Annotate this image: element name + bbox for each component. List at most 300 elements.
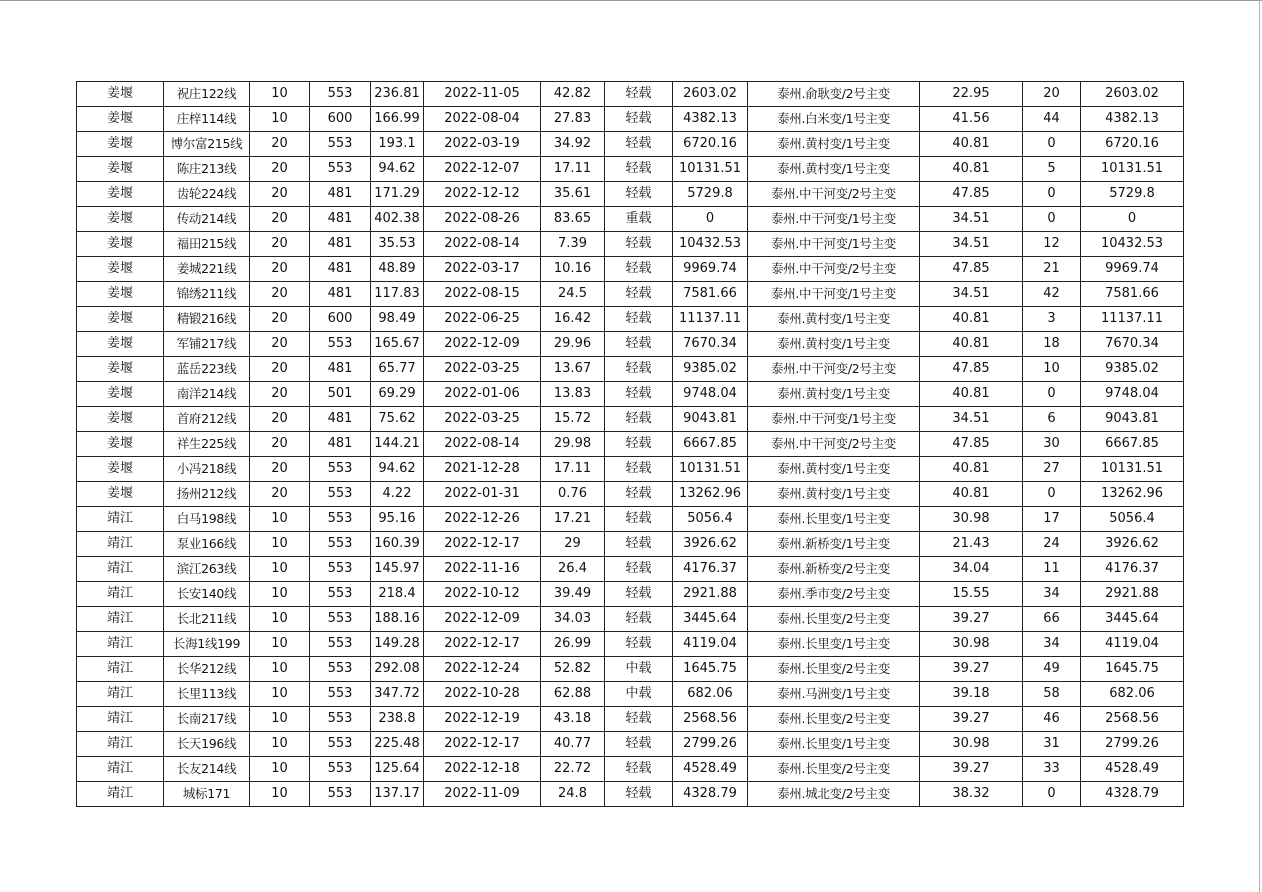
cell-capacity-margin: 2603.02 xyxy=(1081,82,1184,107)
cell-conductor-type: 600 xyxy=(310,307,371,332)
table-body xyxy=(77,82,1184,807)
cell-voltage-kv: 10 xyxy=(250,707,310,732)
cell-voltage-kv: 10 xyxy=(250,732,310,757)
table-row xyxy=(77,482,1184,507)
cell-voltage-kv: 20 xyxy=(250,232,310,257)
cell-capacity-margin: 4528.49 xyxy=(1081,757,1184,782)
cell-load-rate: 29.96 xyxy=(541,332,605,357)
cell-voltage-kv: 20 xyxy=(250,182,310,207)
cell-capacity-margin: 10432.53 xyxy=(1081,232,1184,257)
cell-available-capacity: 7581.66 xyxy=(673,282,748,307)
cell-transformer-load-rate: 22.95 xyxy=(920,82,1023,107)
cell-load-status: 重载 xyxy=(605,207,673,232)
cell-voltage-kv: 20 xyxy=(250,282,310,307)
cell-load-rate: 27.83 xyxy=(541,107,605,132)
cell-transformer: 泰州.新桥变/2号主变 xyxy=(748,557,920,582)
cell-date: 2022-08-14 xyxy=(424,232,541,257)
cell-current-value: 166.99 xyxy=(371,107,424,132)
cell-current-value: 402.38 xyxy=(371,207,424,232)
cell-capacity-margin: 4119.04 xyxy=(1081,632,1184,657)
cell-capacity-margin: 9748.04 xyxy=(1081,382,1184,407)
table-row xyxy=(77,157,1184,182)
cell-transformer-load-rate: 40.81 xyxy=(920,332,1023,357)
cell-region: 姜堰 xyxy=(77,357,164,382)
cell-load-rate: 29.98 xyxy=(541,432,605,457)
cell-load-rate: 83.65 xyxy=(541,207,605,232)
cell-available-capacity: 13262.96 xyxy=(673,482,748,507)
cell-load-rate: 62.88 xyxy=(541,682,605,707)
cell-line-name: 首府212线 xyxy=(164,407,250,432)
cell-transformer-load-rate: 39.27 xyxy=(920,757,1023,782)
cell-count: 0 xyxy=(1023,782,1081,807)
cell-transformer-load-rate: 30.98 xyxy=(920,507,1023,532)
cell-transformer: 泰州.长里变/1号主变 xyxy=(748,632,920,657)
cell-voltage-kv: 10 xyxy=(250,782,310,807)
cell-available-capacity: 10131.51 xyxy=(673,457,748,482)
cell-load-rate: 39.49 xyxy=(541,582,605,607)
cell-conductor-type: 553 xyxy=(310,732,371,757)
cell-capacity-margin: 3926.62 xyxy=(1081,532,1184,557)
table-row xyxy=(77,207,1184,232)
cell-date: 2022-12-18 xyxy=(424,757,541,782)
cell-transformer-load-rate: 38.32 xyxy=(920,782,1023,807)
cell-line-name: 长海1线199 xyxy=(164,632,250,657)
cell-date: 2022-03-25 xyxy=(424,357,541,382)
cell-date: 2022-11-05 xyxy=(424,82,541,107)
table-row xyxy=(77,757,1184,782)
cell-conductor-type: 553 xyxy=(310,482,371,507)
cell-count: 44 xyxy=(1023,107,1081,132)
cell-available-capacity: 9043.81 xyxy=(673,407,748,432)
table-row xyxy=(77,457,1184,482)
cell-voltage-kv: 20 xyxy=(250,457,310,482)
cell-conductor-type: 553 xyxy=(310,332,371,357)
cell-conductor-type: 481 xyxy=(310,207,371,232)
cell-transformer: 泰州.白米变/1号主变 xyxy=(748,107,920,132)
cell-voltage-kv: 10 xyxy=(250,607,310,632)
cell-line-name: 南洋214线 xyxy=(164,382,250,407)
cell-current-value: 125.64 xyxy=(371,757,424,782)
cell-current-value: 98.49 xyxy=(371,307,424,332)
cell-current-value: 48.89 xyxy=(371,257,424,282)
cell-region: 靖江 xyxy=(77,632,164,657)
cell-transformer-load-rate: 39.18 xyxy=(920,682,1023,707)
cell-transformer-load-rate: 30.98 xyxy=(920,732,1023,757)
cell-load-rate: 35.61 xyxy=(541,182,605,207)
cell-current-value: 65.77 xyxy=(371,357,424,382)
cell-voltage-kv: 10 xyxy=(250,757,310,782)
cell-count: 5 xyxy=(1023,157,1081,182)
cell-line-name: 长南217线 xyxy=(164,707,250,732)
cell-count: 0 xyxy=(1023,382,1081,407)
cell-load-rate: 10.16 xyxy=(541,257,605,282)
cell-load-status: 轻载 xyxy=(605,732,673,757)
cell-transformer-load-rate: 40.81 xyxy=(920,382,1023,407)
cell-current-value: 165.67 xyxy=(371,332,424,357)
cell-capacity-margin: 7670.34 xyxy=(1081,332,1184,357)
cell-conductor-type: 553 xyxy=(310,607,371,632)
table-row xyxy=(77,607,1184,632)
cell-region: 靖江 xyxy=(77,757,164,782)
cell-transformer-load-rate: 40.81 xyxy=(920,307,1023,332)
cell-capacity-margin: 4382.13 xyxy=(1081,107,1184,132)
cell-transformer: 泰州.黄村变/1号主变 xyxy=(748,482,920,507)
cell-line-name: 陈庄213线 xyxy=(164,157,250,182)
cell-capacity-margin: 0 xyxy=(1081,207,1184,232)
cell-available-capacity: 5056.4 xyxy=(673,507,748,532)
cell-conductor-type: 553 xyxy=(310,707,371,732)
cell-available-capacity: 0 xyxy=(673,207,748,232)
cell-date: 2022-12-26 xyxy=(424,507,541,532)
cell-transformer: 泰州.长里变/2号主变 xyxy=(748,707,920,732)
cell-date: 2022-12-24 xyxy=(424,657,541,682)
cell-load-status: 轻载 xyxy=(605,507,673,532)
cell-transformer: 泰州.长里变/2号主变 xyxy=(748,757,920,782)
table-row xyxy=(77,332,1184,357)
cell-region: 靖江 xyxy=(77,557,164,582)
cell-available-capacity: 2568.56 xyxy=(673,707,748,732)
cell-load-status: 轻载 xyxy=(605,557,673,582)
cell-load-rate: 29 xyxy=(541,532,605,557)
table-row xyxy=(77,432,1184,457)
cell-voltage-kv: 10 xyxy=(250,582,310,607)
cell-voltage-kv: 10 xyxy=(250,532,310,557)
cell-available-capacity: 9748.04 xyxy=(673,382,748,407)
cell-load-rate: 15.72 xyxy=(541,407,605,432)
cell-line-name: 长华212线 xyxy=(164,657,250,682)
feeder-load-table xyxy=(76,81,1184,807)
table-row xyxy=(77,632,1184,657)
cell-capacity-margin: 13262.96 xyxy=(1081,482,1184,507)
cell-voltage-kv: 10 xyxy=(250,557,310,582)
cell-load-status: 轻载 xyxy=(605,357,673,382)
cell-count: 18 xyxy=(1023,332,1081,357)
cell-line-name: 博尔富215线 xyxy=(164,132,250,157)
cell-transformer-load-rate: 39.27 xyxy=(920,607,1023,632)
cell-load-status: 轻载 xyxy=(605,257,673,282)
cell-load-status: 轻载 xyxy=(605,632,673,657)
cell-line-name: 姜城221线 xyxy=(164,257,250,282)
cell-available-capacity: 4176.37 xyxy=(673,557,748,582)
cell-load-rate: 16.42 xyxy=(541,307,605,332)
cell-count: 20 xyxy=(1023,82,1081,107)
cell-transformer-load-rate: 34.04 xyxy=(920,557,1023,582)
cell-load-rate: 22.72 xyxy=(541,757,605,782)
cell-conductor-type: 501 xyxy=(310,382,371,407)
cell-current-value: 145.97 xyxy=(371,557,424,582)
table-row xyxy=(77,582,1184,607)
cell-conductor-type: 481 xyxy=(310,432,371,457)
cell-voltage-kv: 20 xyxy=(250,382,310,407)
table-row xyxy=(77,782,1184,807)
table-row xyxy=(77,407,1184,432)
cell-current-value: 149.28 xyxy=(371,632,424,657)
cell-capacity-margin: 1645.75 xyxy=(1081,657,1184,682)
cell-date: 2022-01-31 xyxy=(424,482,541,507)
cell-transformer-load-rate: 40.81 xyxy=(920,482,1023,507)
cell-load-rate: 24.8 xyxy=(541,782,605,807)
cell-current-value: 347.72 xyxy=(371,682,424,707)
cell-date: 2022-08-14 xyxy=(424,432,541,457)
cell-region: 姜堰 xyxy=(77,282,164,307)
cell-available-capacity: 11137.11 xyxy=(673,307,748,332)
cell-load-status: 轻载 xyxy=(605,607,673,632)
cell-count: 10 xyxy=(1023,357,1081,382)
cell-line-name: 庄梓114线 xyxy=(164,107,250,132)
cell-region: 姜堰 xyxy=(77,482,164,507)
cell-date: 2022-03-25 xyxy=(424,407,541,432)
cell-load-status: 轻载 xyxy=(605,307,673,332)
cell-load-rate: 17.11 xyxy=(541,457,605,482)
cell-capacity-margin: 2921.88 xyxy=(1081,582,1184,607)
cell-date: 2022-12-09 xyxy=(424,332,541,357)
cell-load-status: 轻载 xyxy=(605,707,673,732)
table-row xyxy=(77,282,1184,307)
cell-available-capacity: 2799.26 xyxy=(673,732,748,757)
cell-voltage-kv: 20 xyxy=(250,357,310,382)
cell-conductor-type: 481 xyxy=(310,182,371,207)
cell-transformer: 泰州.长里变/1号主变 xyxy=(748,507,920,532)
cell-transformer-load-rate: 34.51 xyxy=(920,207,1023,232)
cell-capacity-margin: 9969.74 xyxy=(1081,257,1184,282)
cell-current-value: 137.17 xyxy=(371,782,424,807)
cell-count: 58 xyxy=(1023,682,1081,707)
cell-transformer: 泰州.中干河变/1号主变 xyxy=(748,232,920,257)
cell-available-capacity: 2603.02 xyxy=(673,82,748,107)
cell-transformer: 泰州.黄村变/1号主变 xyxy=(748,157,920,182)
cell-current-value: 94.62 xyxy=(371,457,424,482)
cell-count: 0 xyxy=(1023,182,1081,207)
cell-transformer: 泰州.长里变/2号主变 xyxy=(748,607,920,632)
cell-count: 0 xyxy=(1023,132,1081,157)
cell-line-name: 长友214线 xyxy=(164,757,250,782)
cell-available-capacity: 5729.8 xyxy=(673,182,748,207)
cell-capacity-margin: 2568.56 xyxy=(1081,707,1184,732)
cell-conductor-type: 481 xyxy=(310,232,371,257)
cell-available-capacity: 7670.34 xyxy=(673,332,748,357)
cell-available-capacity: 9385.02 xyxy=(673,357,748,382)
cell-date: 2022-08-15 xyxy=(424,282,541,307)
cell-load-status: 轻载 xyxy=(605,82,673,107)
cell-capacity-margin: 4176.37 xyxy=(1081,557,1184,582)
cell-capacity-margin: 5729.8 xyxy=(1081,182,1184,207)
cell-transformer-load-rate: 39.27 xyxy=(920,707,1023,732)
cell-conductor-type: 553 xyxy=(310,582,371,607)
table-row xyxy=(77,557,1184,582)
cell-conductor-type: 553 xyxy=(310,632,371,657)
cell-available-capacity: 6667.85 xyxy=(673,432,748,457)
cell-conductor-type: 553 xyxy=(310,557,371,582)
cell-count: 21 xyxy=(1023,257,1081,282)
cell-transformer: 泰州.中干河变/1号主变 xyxy=(748,207,920,232)
cell-transformer: 泰州.黄村变/1号主变 xyxy=(748,332,920,357)
cell-line-name: 传动214线 xyxy=(164,207,250,232)
cell-available-capacity: 682.06 xyxy=(673,682,748,707)
cell-voltage-kv: 10 xyxy=(250,632,310,657)
cell-count: 24 xyxy=(1023,532,1081,557)
cell-conductor-type: 481 xyxy=(310,407,371,432)
cell-transformer: 泰州.黄村变/1号主变 xyxy=(748,307,920,332)
cell-date: 2022-12-19 xyxy=(424,707,541,732)
cell-current-value: 95.16 xyxy=(371,507,424,532)
cell-transformer: 泰州.黄村变/1号主变 xyxy=(748,132,920,157)
page-right-border xyxy=(1259,0,1260,892)
cell-voltage-kv: 20 xyxy=(250,207,310,232)
table-row xyxy=(77,307,1184,332)
cell-current-value: 4.22 xyxy=(371,482,424,507)
cell-voltage-kv: 20 xyxy=(250,432,310,457)
cell-line-name: 锦绣211线 xyxy=(164,282,250,307)
cell-transformer-load-rate: 34.51 xyxy=(920,282,1023,307)
cell-region: 姜堰 xyxy=(77,182,164,207)
cell-available-capacity: 3445.64 xyxy=(673,607,748,632)
cell-region: 姜堰 xyxy=(77,257,164,282)
cell-transformer: 泰州.黄村变/1号主变 xyxy=(748,382,920,407)
table-row xyxy=(77,657,1184,682)
cell-date: 2022-11-16 xyxy=(424,557,541,582)
cell-voltage-kv: 20 xyxy=(250,307,310,332)
cell-load-status: 轻载 xyxy=(605,482,673,507)
cell-load-status: 轻载 xyxy=(605,757,673,782)
cell-line-name: 蓝岳223线 xyxy=(164,357,250,382)
cell-available-capacity: 4382.13 xyxy=(673,107,748,132)
cell-load-rate: 40.77 xyxy=(541,732,605,757)
table-row xyxy=(77,382,1184,407)
cell-region: 姜堰 xyxy=(77,132,164,157)
cell-transformer-load-rate: 47.85 xyxy=(920,357,1023,382)
table-row xyxy=(77,707,1184,732)
cell-current-value: 236.81 xyxy=(371,82,424,107)
cell-conductor-type: 553 xyxy=(310,532,371,557)
cell-region: 靖江 xyxy=(77,582,164,607)
cell-load-rate: 0.76 xyxy=(541,482,605,507)
cell-voltage-kv: 20 xyxy=(250,407,310,432)
cell-line-name: 军铺217线 xyxy=(164,332,250,357)
cell-transformer: 泰州.长里变/2号主变 xyxy=(748,657,920,682)
cell-load-status: 轻载 xyxy=(605,782,673,807)
cell-current-value: 35.53 xyxy=(371,232,424,257)
cell-load-status: 轻载 xyxy=(605,332,673,357)
cell-region: 姜堰 xyxy=(77,232,164,257)
cell-transformer-load-rate: 34.51 xyxy=(920,407,1023,432)
cell-transformer: 泰州.黄村变/1号主变 xyxy=(748,457,920,482)
cell-line-name: 祥生225线 xyxy=(164,432,250,457)
cell-available-capacity: 4119.04 xyxy=(673,632,748,657)
cell-conductor-type: 553 xyxy=(310,157,371,182)
cell-region: 靖江 xyxy=(77,657,164,682)
cell-load-rate: 17.21 xyxy=(541,507,605,532)
cell-voltage-kv: 10 xyxy=(250,682,310,707)
cell-conductor-type: 553 xyxy=(310,457,371,482)
cell-transformer-load-rate: 15.55 xyxy=(920,582,1023,607)
cell-conductor-type: 481 xyxy=(310,282,371,307)
cell-current-value: 218.4 xyxy=(371,582,424,607)
cell-line-name: 齿轮224线 xyxy=(164,182,250,207)
cell-date: 2022-12-09 xyxy=(424,607,541,632)
cell-load-status: 轻载 xyxy=(605,107,673,132)
table-row xyxy=(77,107,1184,132)
cell-capacity-margin: 10131.51 xyxy=(1081,157,1184,182)
cell-load-rate: 52.82 xyxy=(541,657,605,682)
cell-load-status: 轻载 xyxy=(605,382,673,407)
cell-conductor-type: 553 xyxy=(310,82,371,107)
cell-conductor-type: 481 xyxy=(310,357,371,382)
cell-line-name: 祝庄122线 xyxy=(164,82,250,107)
cell-line-name: 扬州212线 xyxy=(164,482,250,507)
cell-line-name: 精锻216线 xyxy=(164,307,250,332)
cell-transformer: 泰州.季市变/2号主变 xyxy=(748,582,920,607)
cell-voltage-kv: 10 xyxy=(250,82,310,107)
table-row xyxy=(77,532,1184,557)
table-row xyxy=(77,507,1184,532)
cell-transformer: 泰州.俞耿变/2号主变 xyxy=(748,82,920,107)
cell-region: 靖江 xyxy=(77,707,164,732)
cell-count: 17 xyxy=(1023,507,1081,532)
cell-capacity-margin: 7581.66 xyxy=(1081,282,1184,307)
cell-count: 27 xyxy=(1023,457,1081,482)
cell-conductor-type: 553 xyxy=(310,507,371,532)
cell-count: 12 xyxy=(1023,232,1081,257)
cell-line-name: 长安140线 xyxy=(164,582,250,607)
cell-current-value: 188.16 xyxy=(371,607,424,632)
cell-current-value: 171.29 xyxy=(371,182,424,207)
cell-count: 30 xyxy=(1023,432,1081,457)
cell-date: 2022-12-17 xyxy=(424,532,541,557)
cell-region: 靖江 xyxy=(77,732,164,757)
cell-region: 姜堰 xyxy=(77,82,164,107)
cell-region: 姜堰 xyxy=(77,107,164,132)
cell-line-name: 长北211线 xyxy=(164,607,250,632)
cell-available-capacity: 3926.62 xyxy=(673,532,748,557)
cell-transformer: 泰州.中干河变/2号主变 xyxy=(748,357,920,382)
cell-conductor-type: 553 xyxy=(310,757,371,782)
cell-region: 靖江 xyxy=(77,507,164,532)
cell-region: 靖江 xyxy=(77,782,164,807)
cell-voltage-kv: 20 xyxy=(250,132,310,157)
cell-date: 2022-12-17 xyxy=(424,732,541,757)
cell-transformer-load-rate: 39.27 xyxy=(920,657,1023,682)
table-row xyxy=(77,682,1184,707)
cell-conductor-type: 553 xyxy=(310,682,371,707)
cell-capacity-margin: 6720.16 xyxy=(1081,132,1184,157)
cell-transformer-load-rate: 34.51 xyxy=(920,232,1023,257)
cell-region: 姜堰 xyxy=(77,457,164,482)
cell-voltage-kv: 20 xyxy=(250,157,310,182)
cell-current-value: 292.08 xyxy=(371,657,424,682)
cell-transformer-load-rate: 40.81 xyxy=(920,132,1023,157)
table-row xyxy=(77,182,1184,207)
cell-transformer: 泰州.中干河变/2号主变 xyxy=(748,257,920,282)
cell-date: 2022-10-12 xyxy=(424,582,541,607)
cell-current-value: 160.39 xyxy=(371,532,424,557)
cell-load-rate: 34.03 xyxy=(541,607,605,632)
cell-available-capacity: 10432.53 xyxy=(673,232,748,257)
cell-capacity-margin: 5056.4 xyxy=(1081,507,1184,532)
cell-line-name: 长里113线 xyxy=(164,682,250,707)
cell-conductor-type: 481 xyxy=(310,257,371,282)
cell-capacity-margin: 6667.85 xyxy=(1081,432,1184,457)
cell-load-status: 轻载 xyxy=(605,532,673,557)
cell-date: 2022-06-25 xyxy=(424,307,541,332)
cell-capacity-margin: 9043.81 xyxy=(1081,407,1184,432)
cell-date: 2022-12-17 xyxy=(424,632,541,657)
cell-date: 2021-12-28 xyxy=(424,457,541,482)
cell-region: 姜堰 xyxy=(77,332,164,357)
cell-date: 2022-11-09 xyxy=(424,782,541,807)
cell-region: 姜堰 xyxy=(77,157,164,182)
cell-conductor-type: 600 xyxy=(310,107,371,132)
cell-current-value: 117.83 xyxy=(371,282,424,307)
